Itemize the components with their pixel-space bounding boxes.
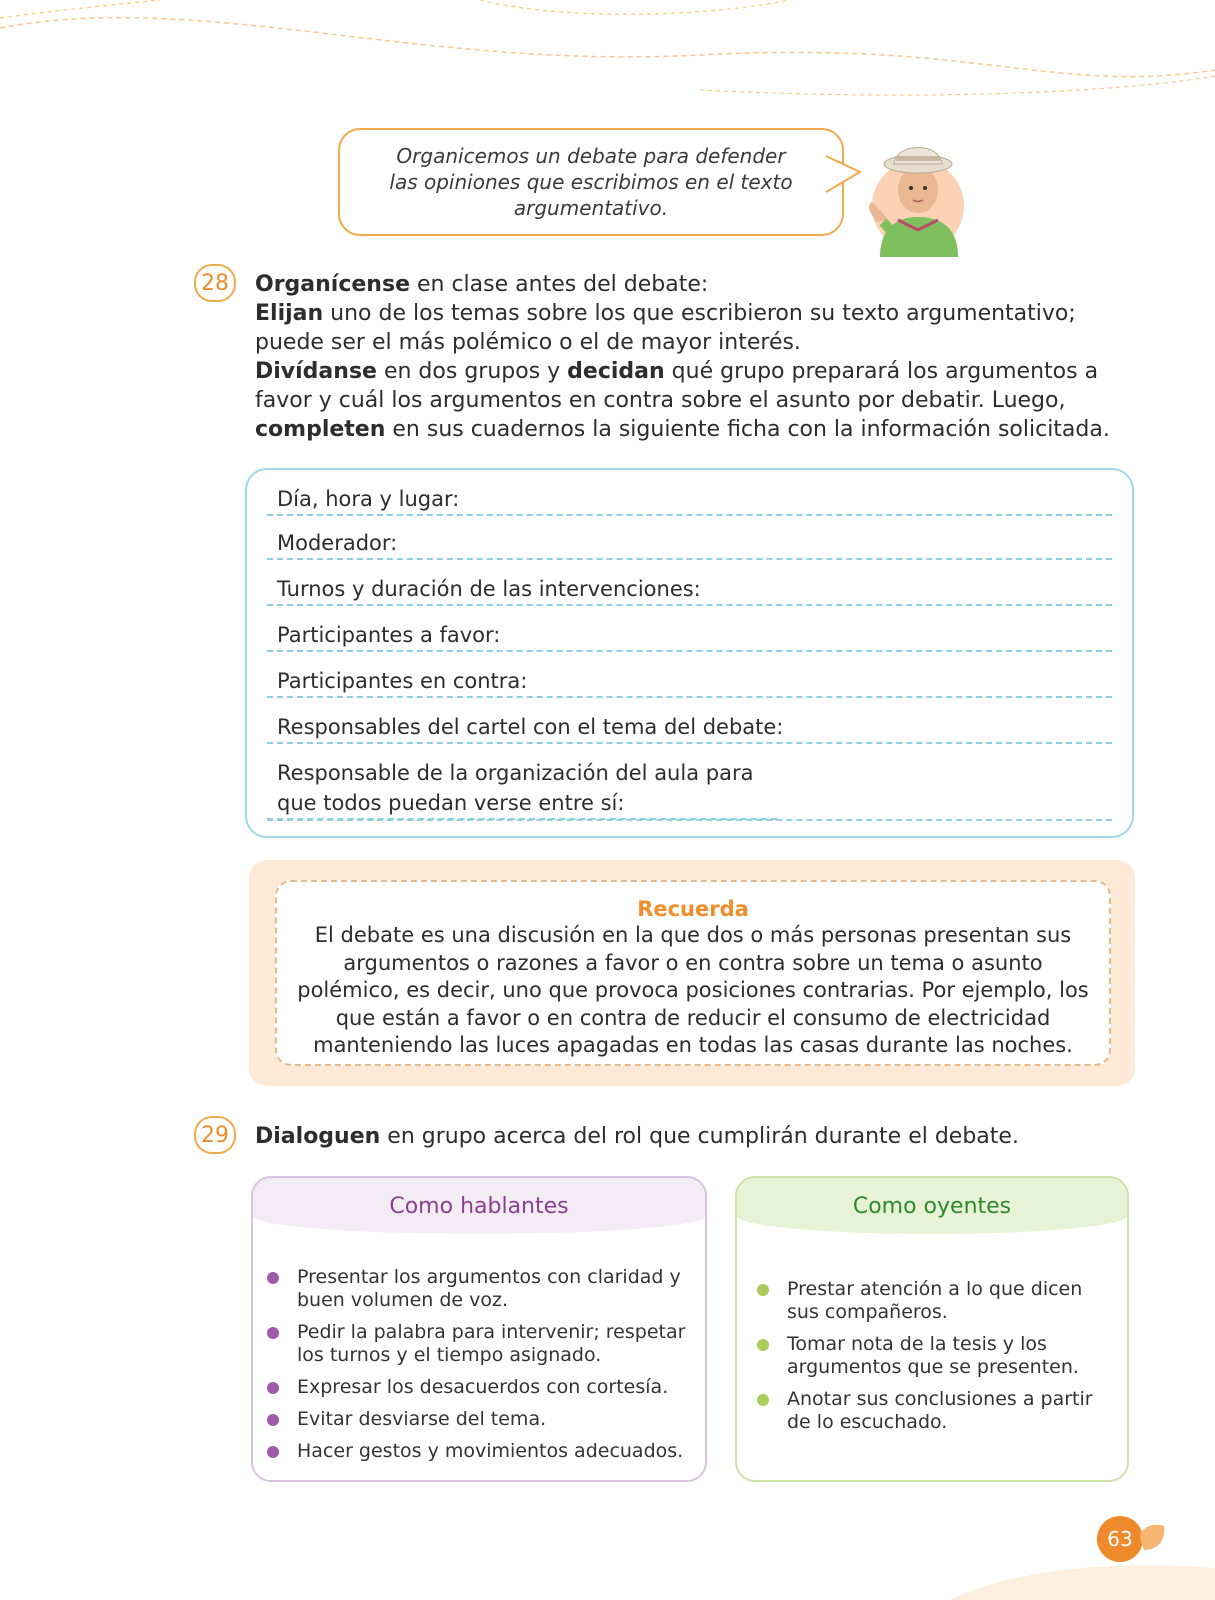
recuerda-title: Recuerda xyxy=(637,897,749,921)
list-item: Evitar desviarse del tema. xyxy=(267,1408,687,1431)
hablantes-list xyxy=(267,1266,687,1472)
activity-number-28: 28 xyxy=(194,264,236,302)
form-field-participantes-contra[interactable]: Participantes en contra: xyxy=(267,666,1112,698)
page-number-leaf-icon xyxy=(1138,1522,1168,1554)
form-last-line xyxy=(267,819,1112,821)
card-como-oyentes xyxy=(735,1176,1129,1482)
list-item: Presentar los argumentos con claridad y buen volumen de voz. xyxy=(267,1266,687,1312)
form-field-moderador[interactable]: Moderador: xyxy=(267,528,1112,560)
instruction-line-1: Organícense en clase antes del debate: xyxy=(255,272,709,297)
form-field-dia-hora-lugar[interactable]: Día, hora y lugar: xyxy=(267,484,1112,516)
card-oyentes-title: Como oyentes xyxy=(737,1178,1127,1234)
decorative-top-waves xyxy=(0,0,1215,110)
form-field-participantes-favor[interactable]: Participantes a favor: xyxy=(267,620,1112,652)
list-item: Prestar atención a lo que dicen sus compañeros. xyxy=(757,1278,1107,1324)
page-number: 63 xyxy=(1097,1516,1143,1562)
debate-info-form xyxy=(245,468,1134,838)
list-item: Expresar los desacuerdos con cortesía. xyxy=(267,1376,687,1399)
card-como-hablantes xyxy=(251,1176,707,1482)
instruction-line-3: Divídanse en dos grupos y decidan qué grupo preparará los argumentos a favor y cuál los argumentos en contra sobre el asunto por debatir. Luego, completen en sus cuadernos la siguiente ficha con la información solicitada. xyxy=(255,359,1110,442)
list-item: Anotar sus conclusiones a partir de lo escuchado. xyxy=(757,1388,1107,1434)
recuerda-text: El debate es una discusión en la que dos o más personas presentan sus argumentos o razones a favor o en contra sobre un tema o asunto polémico, es decir, uno que provoca posiciones contrarias. Por ejemplo, los que están a favor o en contra de reducir el consumo de electricidad manteniendo las luces apagadas en todas las casas durante las noches. xyxy=(297,923,1089,1057)
recuerda-inner xyxy=(275,880,1111,1066)
activity-28-text xyxy=(255,270,1135,444)
activity-29-text: Dialoguen en grupo acerca del rol que cumplirán durante el debate. xyxy=(255,1124,1019,1149)
kid-illustration xyxy=(858,132,973,257)
form-field-responsable-aula[interactable]: Responsable de la organización del aula para que todos puedan verse entre sí: xyxy=(267,758,777,820)
list-item: Pedir la palabra para intervenir; respetar los turnos y el tiempo asignado. xyxy=(267,1321,687,1367)
form-field-responsables-cartel[interactable]: Responsables del cartel con el tema del debate: xyxy=(267,712,1112,744)
speech-bubble xyxy=(338,128,844,236)
decorative-bottom-wave xyxy=(950,1560,1215,1600)
instruction-line-2: Elijan uno de los temas sobre los que escribieron su texto argumentativo; puede ser el más polémico o el de mayor interés. xyxy=(255,301,1076,355)
list-item: Tomar nota de la tesis y los argumentos que se presenten. xyxy=(757,1333,1107,1379)
form-field-turnos[interactable]: Turnos y duración de las intervenciones: xyxy=(267,574,1112,606)
speech-bubble-text: Organicemos un debate para defender las opiniones que escribimos en el texto argumentativo. xyxy=(389,144,793,220)
activity-number-29: 29 xyxy=(194,1116,236,1154)
card-hablantes-title: Como hablantes xyxy=(253,1178,705,1234)
oyentes-list xyxy=(757,1278,1107,1443)
list-item: Hacer gestos y movimientos adecuados. xyxy=(267,1440,687,1463)
